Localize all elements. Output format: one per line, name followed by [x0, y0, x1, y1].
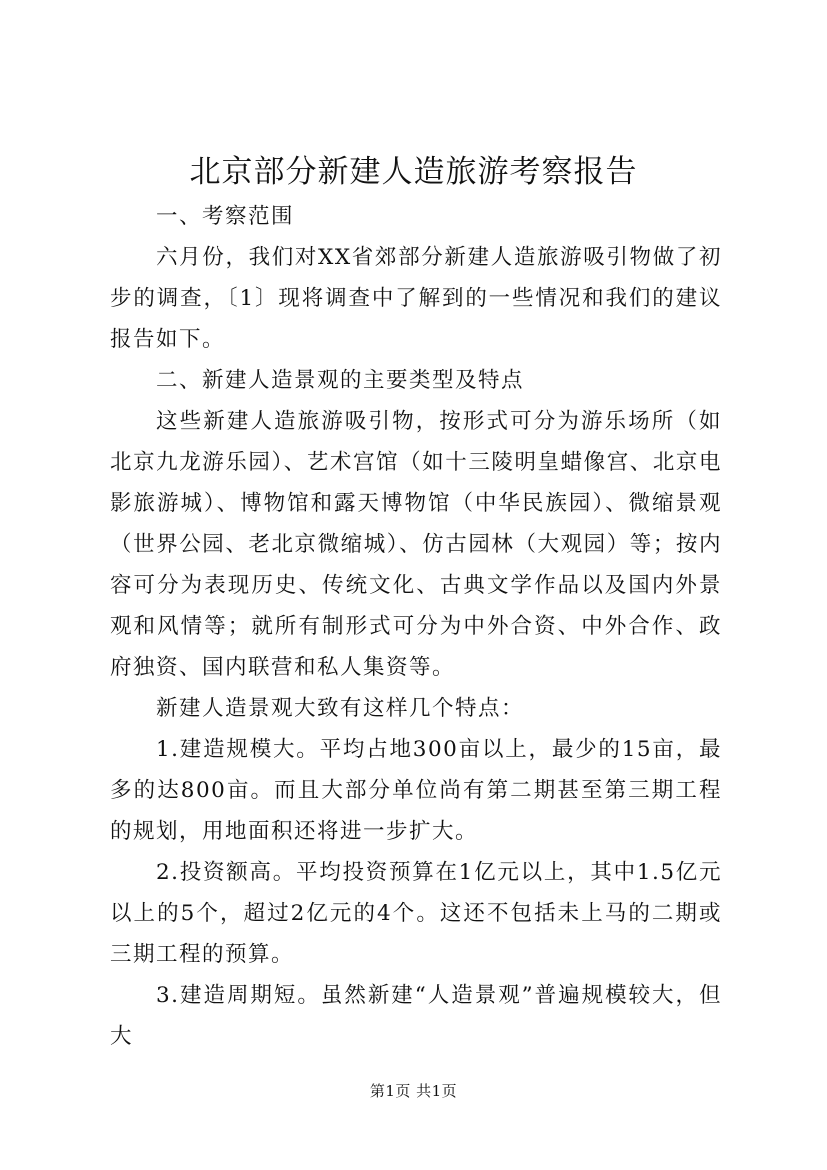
section-heading-types: 二、新建人造景观的主要类型及特点: [156, 368, 525, 393]
page-number-footer: 第1页 共1页: [369, 1082, 458, 1100]
paragraph-feature-2: 2.投资额高。平均投资预算在1亿元以上，其中1.5亿元以上的5个，超过2亿元的4个。这还不包括未上马的二期或三期工程的预算。: [110, 860, 722, 967]
paragraph-intro: 六月份，我们对XX省郊部分新建人造旅游吸引物做了初步的调查，〔1〕现将调查中了解到的一些情况和我们的建议报告如下。: [110, 245, 722, 352]
document-title: 北京部分新建人造旅游考察报告: [189, 154, 638, 190]
document-body: [110, 196, 722, 1057]
paragraph-feature-1: 1.建造规模大。平均占地300亩以上，最少的15亩，最多的达800亩。而且大部分单位尚有第二期甚至第三期工程的规划，用地面积还将进一步扩大。: [110, 737, 722, 844]
paragraph-features-lead: 新建人造景观大致有这样几个特点：: [156, 696, 525, 721]
section-heading-scope: 一、考察范围: [156, 204, 295, 229]
paragraph-feature-3: 3.建造周期短。虽然新建“人造景观”普遍规模较大，但大: [110, 983, 722, 1049]
paragraph-types: 这些新建人造旅游吸引物，按形式可分为游乐场所（如北京九龙游乐园）、艺术宫馆（如十三陵明皇蜡像宫、北京电影旅游城）、博物馆和露天博物馆（中华民族园）、微缩景观（世界公园、老北京微缩城）、仿古园林（大观园）等；按内容可分为表现历史、传统文化、古典文学作品以及国内外景观和风情等；就所有制形式可分为中外合资、中外合作、政府独资、国内联营和私人集资等。: [110, 409, 722, 680]
